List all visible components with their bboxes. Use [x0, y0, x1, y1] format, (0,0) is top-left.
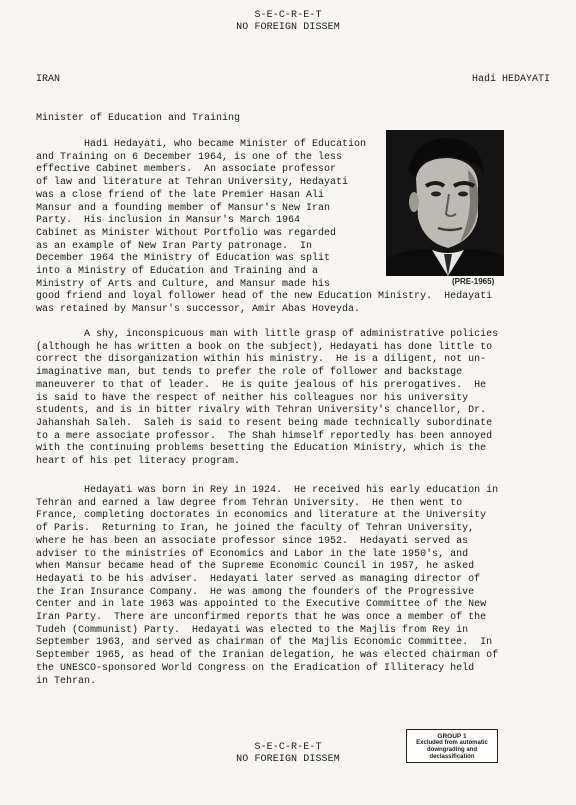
text-line: September 1965, as head of the Iranian delegation, he was elected chairman of: [36, 650, 499, 662]
text-line: Tudeh (Communist) Party. Hedayati was elected to the Majlis from Rey in: [36, 624, 469, 636]
paragraph-1: [36, 139, 495, 317]
text-line: Center and in late 1963 was appointed to the Executive Committee of the New: [36, 599, 487, 611]
text-line: to a mere associate professor. The Shah himself reportedly has been annoyed: [36, 430, 493, 442]
group-stamp-line-3: declassification: [429, 754, 475, 760]
text-line: was a close friend of the late Premier Hasan Ali: [36, 189, 325, 201]
text-line: correct the disorganization within his ministry. He is a diligent, not un-: [36, 354, 487, 366]
text-line: when Mansur became head of the Supreme Economic Council in 1957, he asked: [36, 561, 475, 573]
text-line: as an example of New Iran Party patronage. In: [36, 240, 313, 252]
country-label: IRAN: [36, 74, 61, 85]
text-line: the UNESCO-sponsored World Congress on the Eradication of Illiteracy held: [36, 662, 475, 674]
text-line: Hedayati to be his adviser. Hedayati later served as managing director of: [36, 573, 481, 585]
text-line: Cabinet as Minister Without Portfolio was regarded: [36, 227, 337, 239]
text-line: Iran Party. There are unconfirmed reports that he was once a member of the: [36, 612, 487, 624]
group-stamp-title: GROUP 1: [437, 733, 467, 740]
text-line: imaginative man, but tends to prefer the role of follower and backstage: [36, 367, 463, 379]
text-line: maneuverer to that of leader. He is quite jealous of his prerogatives. He: [36, 379, 487, 391]
text-line: Hadi Hedayati, who became Minister of Education: [36, 139, 367, 150]
top-dissem: NO FOREIGN DISSEM: [236, 22, 340, 33]
text-line: and Training on 6 December 1964, is one of the less: [36, 151, 343, 163]
text-line: Jahanshah Saleh. Saleh is said to resent being made technically subordinate: [36, 417, 493, 429]
text-line: (although he has written a book on the subject), Hedayati has done little to: [36, 341, 493, 353]
text-line: is said to have the respect of neither his colleagues nor his university: [36, 392, 469, 404]
photo-caption: (PRE-1965): [452, 277, 495, 286]
position-title: Minister of Education and Training: [36, 113, 241, 124]
text-line: with the continuing problems besetting the Education Ministry, which is the: [36, 443, 487, 455]
text-line: the Iran Insurance Company. He was among the founders of the Progressive: [36, 586, 475, 598]
text-line: heart of his pet literacy program.: [36, 456, 241, 468]
text-line: Mansur and a founding member of Mansur's New Iran: [36, 202, 331, 214]
text-line: students, and is in bitter rivalry with Tehran University's chancellor, Dr.: [36, 405, 487, 417]
paragraph-2: [36, 329, 498, 469]
text-line: of law and literature at Tehran University, Hedayati: [36, 177, 349, 189]
group-1-stamp: [406, 729, 498, 763]
text-line: A shy, inconspicuous man with little grasp of administrative policies: [36, 329, 499, 340]
text-line: France, completing doctorates in economics and literature at the University: [36, 510, 487, 522]
text-line: December 1964 the Ministry of Education was split: [36, 253, 331, 265]
text-line: effective Cabinet members. An associate professor: [36, 164, 337, 176]
text-line: September 1963, and served as chairman of the Majlis Economic Committee. In: [36, 637, 493, 649]
bottom-classification: S-E-C-R-E-T: [254, 742, 322, 753]
person-name: Hadi HEDAYATI: [471, 74, 550, 85]
text-line: where he has been an associate professor since 1952. Hedayati served as: [36, 535, 469, 547]
group-stamp-line-1: Excluded from automatic: [416, 740, 488, 746]
text-line: into a Ministry of Education and Training and a: [36, 266, 319, 278]
text-line: in Tehran.: [36, 675, 97, 687]
paragraph-3: [36, 485, 498, 688]
top-classification-marking: [0, 10, 576, 34]
text-line: was retained by Mansur's successor, Amir Abas Hoveyda.: [36, 304, 361, 316]
top-classification: S-E-C-R-E-T: [254, 10, 322, 21]
bottom-dissem: NO FOREIGN DISSEM: [236, 754, 340, 765]
text-line: Hedayati was born in Rey in 1924. He received his early education in: [36, 485, 499, 496]
text-line: Party. His inclusion in Mansur's March 1964: [36, 215, 301, 227]
text-line: Tehran and earned a law degree from Tehran University. He then went to: [36, 497, 463, 509]
group-stamp-line-2: downgrading and: [427, 747, 477, 753]
text-line: adviser to the ministries of Economics and Labor in the late 1950's, and: [36, 548, 469, 560]
text-line: Ministry of Arts and Culture, and Mansur made his: [36, 278, 331, 290]
text-line: good friend and loyal follower head of the new Education Ministry. Hedayati: [36, 291, 493, 303]
text-line: of Paris. Returning to Iran, he joined the faculty of Tehran University,: [36, 523, 475, 535]
